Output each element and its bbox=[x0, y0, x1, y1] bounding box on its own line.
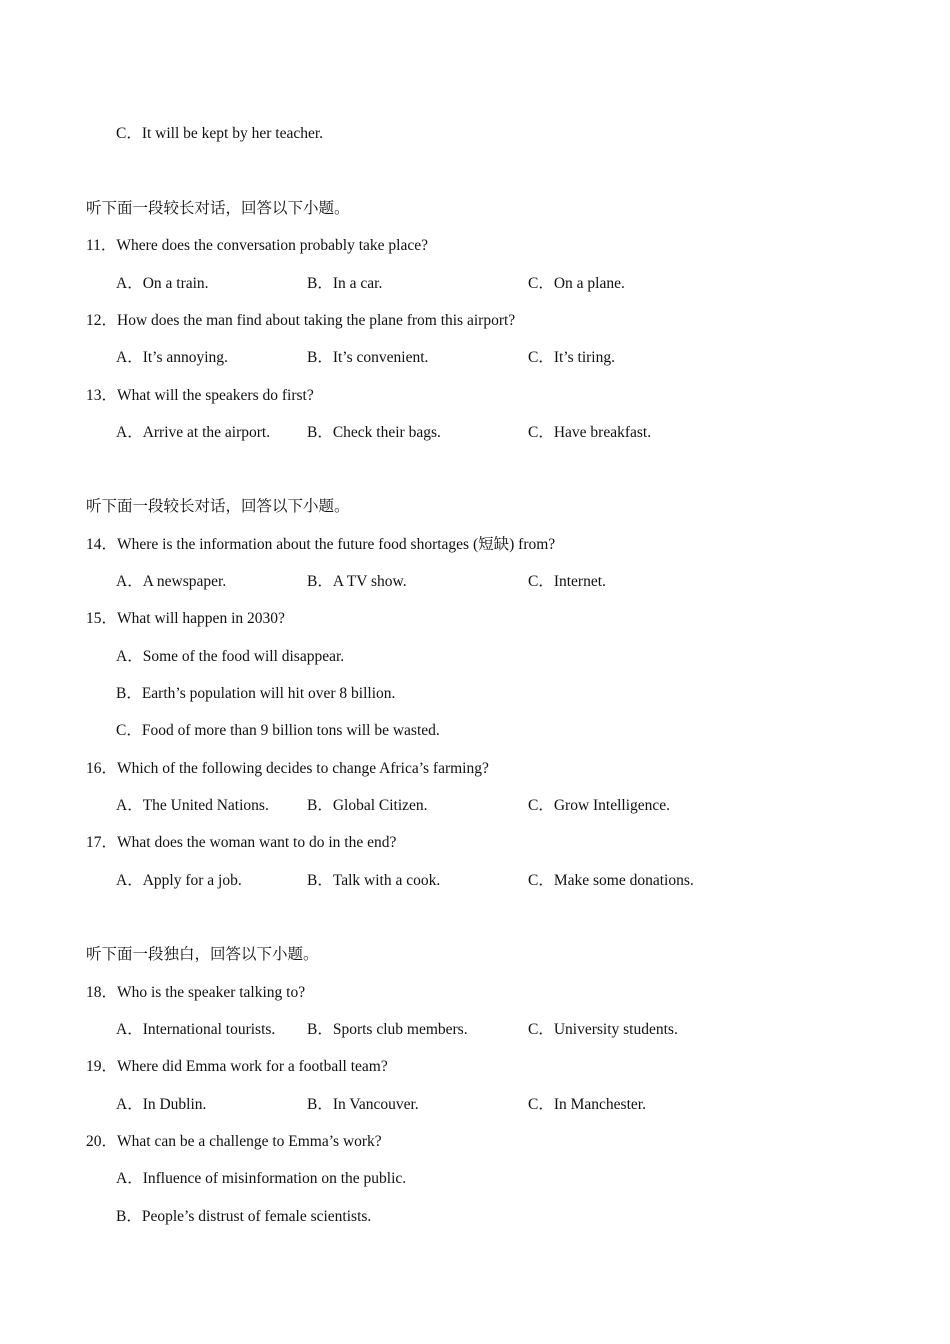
answer-option-a: A．Some of the food will disappear. bbox=[116, 648, 345, 665]
question-stem: 17．What does the woman want to do in the end? bbox=[86, 834, 397, 851]
question-stem: 15．What will happen in 2030? bbox=[86, 610, 285, 627]
answer-option-b: B．Talk with a cook. bbox=[307, 872, 441, 889]
answer-option-c: C．Have breakfast. bbox=[528, 424, 652, 441]
answer-option-a: A．A newspaper. bbox=[116, 573, 227, 590]
question-stem: 11．Where does the conversation probably take place? bbox=[86, 237, 429, 254]
answer-option-a: A．Arrive at the airport. bbox=[116, 424, 271, 441]
question-stem: 13．What will the speakers do first? bbox=[86, 387, 314, 404]
answer-option-a: A．The United Nations. bbox=[116, 797, 269, 814]
answer-option-c: C．Internet. bbox=[528, 573, 606, 590]
section-heading: 听下面一段较长对话，回答以下小题。 bbox=[86, 200, 350, 217]
answer-option-b: B．In Vancouver. bbox=[307, 1096, 419, 1113]
answer-option-b: B．Sports club members. bbox=[307, 1021, 468, 1038]
question-stem: 14．Where is the information about the future food shortages (短缺) from? bbox=[86, 536, 556, 553]
answer-option-b: B．People’s distrust of female scientists. bbox=[116, 1208, 372, 1225]
question-stem: 16．Which of the following decides to change Africa’s farming? bbox=[86, 760, 489, 777]
answer-option-b: B．Check their bags. bbox=[307, 424, 441, 441]
question-stem: 18．Who is the speaker talking to? bbox=[86, 984, 306, 1001]
answer-option-a: A．Apply for a job. bbox=[116, 872, 242, 889]
answer-option-a: A．In Dublin. bbox=[116, 1096, 207, 1113]
answer-option-a: A．Influence of misinformation on the public. bbox=[116, 1170, 407, 1187]
answer-option-c: C．Make some donations. bbox=[528, 872, 694, 889]
answer-option-c: C．Food of more than 9 billion tons will be wasted. bbox=[116, 722, 440, 739]
answer-option-c: C．Grow Intelligence. bbox=[528, 797, 671, 814]
answer-option-b: B．Earth’s population will hit over 8 billion. bbox=[116, 685, 396, 702]
question-stem: 20．What can be a challenge to Emma’s work? bbox=[86, 1133, 382, 1150]
answer-option-b: B．It’s convenient. bbox=[307, 349, 429, 366]
section-heading: 听下面一段独白，回答以下小题。 bbox=[86, 946, 319, 963]
answer-option-a: A．International tourists. bbox=[116, 1021, 276, 1038]
answer-option-b: B．Global Citizen. bbox=[307, 797, 428, 814]
answer-option-b: B．A TV show. bbox=[307, 573, 407, 590]
question-stem: 12．How does the man find about taking the plane from this airport? bbox=[86, 312, 516, 329]
answer-option-c: C．In Manchester. bbox=[528, 1096, 646, 1113]
section-heading: 听下面一段较长对话，回答以下小题。 bbox=[86, 498, 350, 515]
answer-option-c: C．It’s tiring. bbox=[528, 349, 615, 366]
answer-option-c: C．It will be kept by her teacher. bbox=[116, 125, 324, 142]
answer-option-c: C．University students. bbox=[528, 1021, 678, 1038]
answer-option-a: A．On a train. bbox=[116, 275, 209, 292]
question-stem: 19．Where did Emma work for a football team? bbox=[86, 1058, 388, 1075]
answer-option-b: B．In a car. bbox=[307, 275, 383, 292]
answer-option-c: C．On a plane. bbox=[528, 275, 625, 292]
answer-option-a: A．It’s annoying. bbox=[116, 349, 228, 366]
